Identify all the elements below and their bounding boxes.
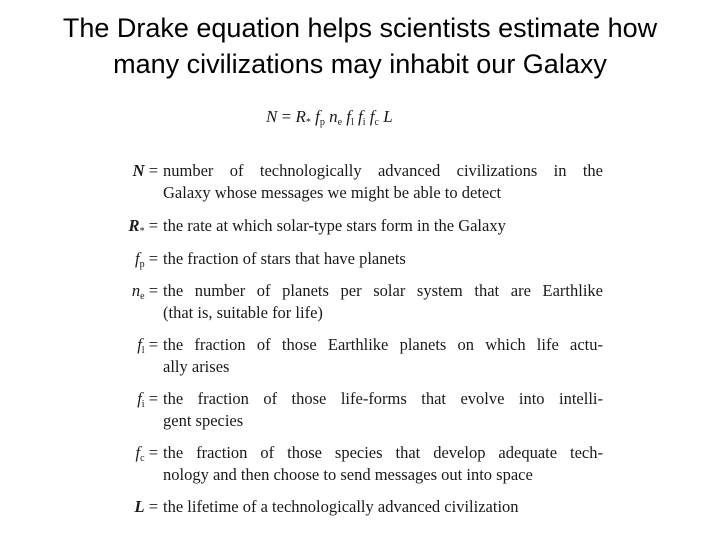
definition-text: number of technologically advanced civilizations in the Galaxy whose messages we might be able to detect	[163, 161, 603, 202]
eq-L: L	[383, 107, 393, 126]
drake-equation	[266, 107, 393, 128]
symbol-fl: $f_l$ =	[137, 335, 158, 356]
definition-text: the fraction of those species that develop adequate tech- nology and then choose to send messages out into space	[163, 443, 603, 484]
eq-n: n	[329, 107, 338, 126]
symbol-fc: $f_c$ =	[135, 443, 158, 464]
definition-text: the fraction of those life-forms that evolve into intelli- gent species	[163, 389, 603, 430]
symbol-fi: $f_i$ =	[137, 389, 158, 410]
symbol-fp: $f_p$ =	[134, 249, 158, 270]
eq-fc: f	[369, 107, 375, 126]
definition-text: the number of planets per solar system that are Earthlike (that is, suitable for life)	[163, 281, 603, 322]
eq-ne-sub: e	[337, 117, 343, 128]
title-line-2: many civilizations may inhabit our Galaxy	[113, 49, 607, 79]
definition-text: the lifetime of a technologically advanced civilization	[163, 497, 519, 516]
definition-text: the fraction of those Earthlike planets on which life actu- ally arises	[163, 335, 603, 376]
symbol-ne: $n_e$ =	[131, 281, 158, 302]
eq-fc-sub: c	[374, 117, 379, 128]
definition-text: the fraction of stars that have planets	[163, 249, 406, 268]
symbol-L: L =	[134, 497, 158, 516]
slide-title	[0, 10, 720, 82]
eq-fl: f	[346, 107, 351, 126]
eq-fp: f	[315, 107, 320, 126]
eq-fi-sub: i	[362, 117, 366, 128]
symbol-N: N =	[132, 161, 158, 180]
title-line-1: The Drake equation helps scientists estimate how	[62, 13, 658, 43]
symbol-R-star: $R_*$ =	[128, 216, 158, 237]
eq-N: N	[266, 107, 278, 126]
eq-fp-sub: p	[319, 117, 325, 128]
eq-R-sub: *	[305, 117, 311, 128]
eq-R: R	[295, 107, 306, 126]
definition-text: the rate at which solar-type stars form in the Galaxy	[163, 216, 506, 235]
eq-fi: f	[358, 107, 363, 126]
eq-fl-sub: l	[351, 117, 354, 128]
eq-equals: =	[277, 107, 296, 126]
